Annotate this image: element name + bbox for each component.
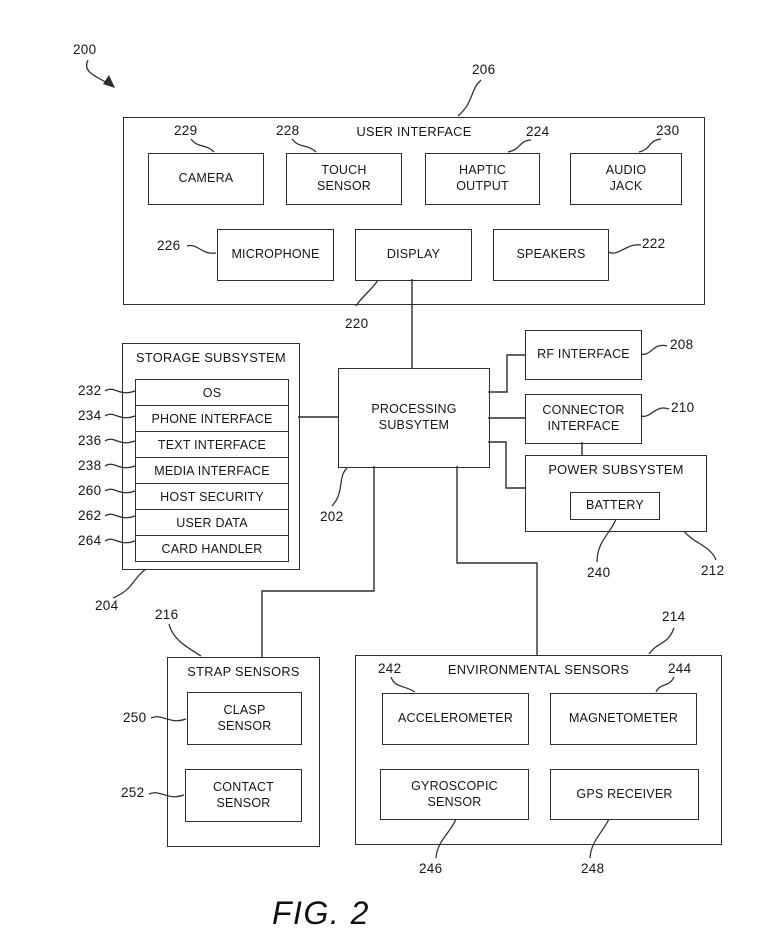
ref-label-244: 244	[668, 661, 692, 676]
magnetometer-block: MAGNETOMETER	[550, 693, 697, 745]
storage-row-phone-interface: PHONE INTERFACE	[136, 405, 288, 431]
ref-label-240: 240	[587, 565, 611, 580]
ref-label-226: 226	[157, 238, 181, 253]
connector-interface-block: CONNECTOR INTERFACE	[525, 394, 642, 444]
ref-label-222: 222	[642, 236, 666, 251]
ref-label-200: 200	[73, 42, 97, 57]
ref-label-228: 228	[276, 123, 300, 138]
figure-caption: FIG. 2	[272, 895, 370, 931]
storage-subsystem-title: STORAGE SUBSYSTEM	[136, 350, 286, 365]
ref-label-250: 250	[123, 710, 147, 725]
ref-label-238: 238	[78, 458, 102, 473]
processing-subsystem-block: PROCESSING SUBSYTEM	[338, 368, 490, 468]
storage-row-media-interface: MEDIA INTERFACE	[136, 457, 288, 483]
battery-block: BATTERY	[570, 492, 660, 520]
strap-sensors-title: STRAP SENSORS	[187, 664, 300, 679]
ref-label-220: 220	[345, 316, 369, 331]
display-block: DISPLAY	[355, 229, 472, 281]
storage-row-host-security: HOST SECURITY	[136, 483, 288, 509]
touch-sensor-block: TOUCH SENSOR	[286, 153, 402, 205]
ref-label-232: 232	[78, 383, 102, 398]
ref-label-236: 236	[78, 433, 102, 448]
environmental-sensors-title: ENVIRONMENTAL SENSORS	[447, 662, 630, 677]
ref-label-252: 252	[121, 785, 145, 800]
ref-label-202: 202	[320, 509, 344, 524]
storage-row-user-data: USER DATA	[136, 509, 288, 535]
ref-label-229: 229	[174, 123, 198, 138]
storage-module-list	[135, 379, 289, 562]
gyroscopic-sensor-block: GYROSCOPIC SENSOR	[380, 769, 529, 820]
ref-label-210: 210	[671, 400, 695, 415]
ref-label-216: 216	[155, 607, 179, 622]
gps-receiver-block: GPS RECEIVER	[550, 769, 699, 820]
ref-label-224: 224	[526, 124, 550, 139]
ref-label-234: 234	[78, 408, 102, 423]
user-interface-title: USER INTERFACE	[356, 124, 472, 139]
ref-label-212: 212	[701, 563, 725, 578]
ref-label-214: 214	[662, 609, 686, 624]
ref-label-204: 204	[95, 598, 119, 613]
storage-row-text-interface: TEXT INTERFACE	[136, 431, 288, 457]
accelerometer-block: ACCELEROMETER	[382, 693, 529, 745]
power-subsystem-title: POWER SUBSYSTEM	[548, 462, 684, 477]
ref-label-262: 262	[78, 508, 102, 523]
audio-jack-block: AUDIO JACK	[570, 153, 682, 205]
ref-label-248: 248	[581, 861, 605, 876]
ref-label-242: 242	[378, 661, 402, 676]
clasp-sensor-block: CLASP SENSOR	[187, 692, 302, 745]
ref-label-260: 260	[78, 483, 102, 498]
haptic-output-block: HAPTIC OUTPUT	[425, 153, 540, 205]
ref-label-206: 206	[472, 62, 496, 77]
ref-label-246: 246	[419, 861, 443, 876]
camera-block: CAMERA	[148, 153, 264, 205]
ref-label-208: 208	[670, 337, 694, 352]
speakers-block: SPEAKERS	[493, 229, 609, 281]
ref-label-264: 264	[78, 533, 102, 548]
storage-row-card-handler: CARD HANDLER	[136, 535, 288, 561]
contact-sensor-block: CONTACT SENSOR	[185, 769, 302, 822]
ref-label-230: 230	[656, 123, 680, 138]
rf-interface-block: RF INTERFACE	[525, 330, 642, 380]
arrowhead-200	[103, 75, 115, 88]
microphone-block: MICROPHONE	[217, 229, 334, 281]
storage-row-os: OS	[202, 385, 222, 400]
